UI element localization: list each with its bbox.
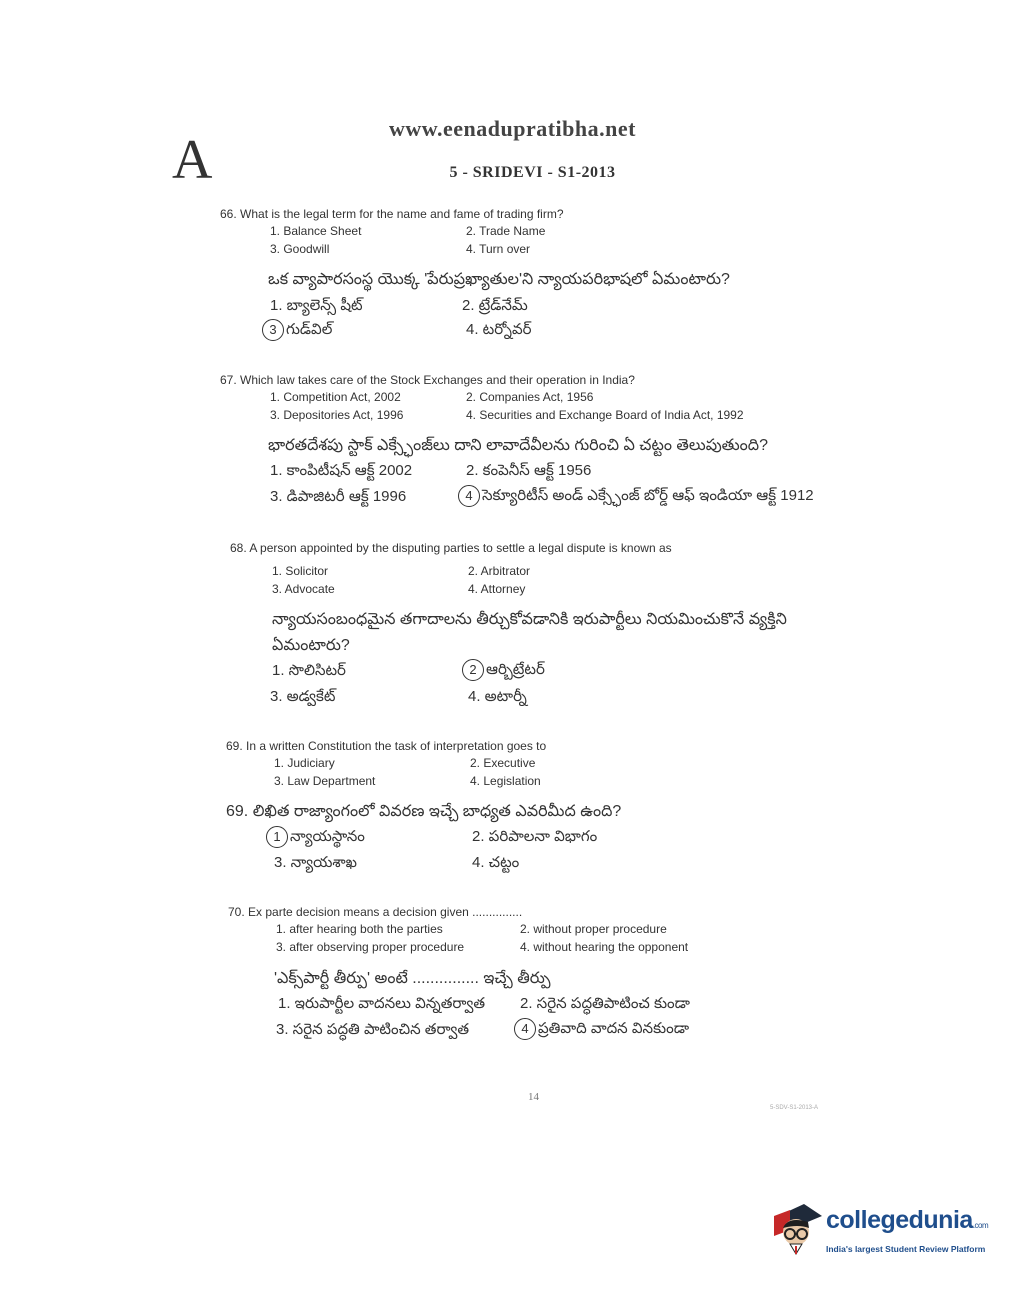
option-te: 2. పరిపాలనా విభాగం bbox=[472, 828, 598, 845]
option-te-text: ప్రతివాది వాదన వినకుండా bbox=[538, 1019, 690, 1037]
question-text-te: 69. లిఖిత రాజ్యాంగంలో వివరణ ఇచ్చే బాధ్యత ఎవరిమీద ఉంది? bbox=[226, 803, 622, 820]
option-en: 4. Attorney bbox=[468, 582, 526, 596]
question-text-te: ఏమంటారు? bbox=[272, 637, 350, 654]
question-text-te: న్యాయసంబంధమైన తగాదాలను తీర్చుకోవడానికి ఇరుపార్టీలు నియమించుకొనే వ్యక్తిని bbox=[272, 611, 787, 628]
option-te: 2. ట్రేడ్‌నేమ్ bbox=[462, 297, 528, 314]
option-en: 2. Trade Name bbox=[466, 224, 546, 238]
option-te: 4. టర్నోవర్ bbox=[466, 321, 532, 338]
option-te-answer bbox=[462, 659, 545, 682]
option-te: 4. అటార్నీ bbox=[468, 688, 527, 705]
option-en: 1. Competition Act, 2002 bbox=[270, 390, 401, 404]
option-en: 4. Legislation bbox=[470, 774, 541, 788]
page-number: 14 bbox=[528, 1091, 539, 1103]
option-te: 2. కంపెనీస్ ఆక్ట్ 1956 bbox=[466, 462, 592, 479]
option-te-answer bbox=[262, 319, 332, 342]
set-letter: A bbox=[172, 129, 213, 191]
logo-tagline: India's largest Student Review Platform bbox=[826, 1244, 986, 1254]
answer-circle: 4 bbox=[514, 1018, 536, 1040]
option-en: 2. Arbitrator bbox=[468, 564, 531, 578]
option-en: 3. Goodwill bbox=[270, 242, 330, 256]
option-te: 1. కాంపిటీషన్ ఆక్ట్ 2002 bbox=[270, 462, 413, 479]
answer-circle: 2 bbox=[462, 659, 484, 681]
answer-circle: 3 bbox=[262, 319, 284, 341]
option-en: 3. after observing proper procedure bbox=[276, 940, 465, 954]
option-en: 4. Securities and Exchange Board of India Act, 1992 bbox=[466, 408, 744, 422]
option-en: 1. Solicitor bbox=[272, 564, 329, 578]
option-en: 2. Companies Act, 1956 bbox=[466, 390, 594, 404]
option-en: 3. Law Department bbox=[274, 774, 376, 788]
option-te: 1. బ్యాలెన్స్ షీట్ bbox=[270, 297, 363, 314]
logo-suffix: .com bbox=[972, 1221, 989, 1230]
option-te: 1. సొలిసిటర్ bbox=[272, 662, 346, 679]
option-te-answer bbox=[458, 485, 814, 508]
option-en: 2. Executive bbox=[470, 756, 536, 770]
question-text-te: 'ఎక్స్‌పార్టీ తీర్పు' అంటే ............... ఇచ్చే తీర్పు bbox=[274, 970, 551, 987]
option-te-answer bbox=[266, 826, 365, 849]
question-text-en: 68. A person appointed by the disputing parties to settle a legal dispute is known as bbox=[230, 541, 672, 555]
option-te: 3. న్యాయశాఖ bbox=[274, 854, 357, 871]
logo-wordmark[interactable] bbox=[826, 1206, 988, 1235]
option-te-text: న్యాయస్థానం bbox=[290, 827, 365, 845]
option-en: 2. without proper procedure bbox=[520, 922, 667, 936]
option-en: 4. without hearing the opponent bbox=[520, 940, 689, 954]
question-text-te: ఒక వ్యాపారసంస్థ యొక్క 'పేరుప్రఖ్యాతుల'ని న్యాయపరిభాషలో ఏమంటారు? bbox=[268, 271, 730, 288]
option-te: 2. సరైన పద్ధతిపాటించ కుండా bbox=[520, 995, 690, 1012]
option-en: 3. Advocate bbox=[272, 582, 335, 596]
footer-code: 5-SDV-S1-2013-A bbox=[770, 1105, 819, 1111]
website-url: www.eenadupratibha.net bbox=[389, 116, 636, 141]
option-te: 3. సరైన పద్ధతి పాటించిన తర్వాత bbox=[276, 1021, 470, 1038]
option-te-text: గుడ్‌విల్ bbox=[286, 320, 333, 338]
option-en: 1. Judiciary bbox=[274, 756, 335, 770]
option-en: 4. Turn over bbox=[466, 242, 531, 256]
option-en: 3. Depositories Act, 1996 bbox=[270, 408, 404, 422]
option-te: 3. అడ్వకేట్ bbox=[270, 688, 336, 705]
option-te-text: ఆర్బిట్రేటర్ bbox=[486, 660, 545, 678]
question-text-te: భారతదేశపు స్టాక్ ఎక్స్ఛేంజ్‌లు దాని లావాదేవీలను గురించి ఏ చట్టం తెలుపుతుంది? bbox=[268, 437, 768, 454]
option-en: 1. Balance Sheet bbox=[270, 224, 362, 238]
option-te-text: సెక్యూరిటీస్ అండ్ ఎక్స్ఛేంజ్ బోర్డ్ ఆఫ్ ఇండియా ఆక్ట్ 1912 bbox=[482, 486, 814, 504]
option-te: 3. డిపాజిటరీ ఆక్ట్ 1996 bbox=[270, 488, 407, 505]
option-te-answer bbox=[514, 1018, 689, 1041]
logo-name: collegedunia bbox=[826, 1206, 973, 1234]
question-text-en: 67. Which law takes care of the Stock Exchanges and their operation in India? bbox=[220, 373, 635, 387]
option-te: 4. చట్టం bbox=[472, 854, 520, 871]
paper-code: 5 - SRIDEVI - S1-2013 bbox=[449, 164, 616, 181]
collegedunia-logo-icon bbox=[768, 1200, 826, 1258]
option-en: 1. after hearing both the parties bbox=[276, 922, 443, 936]
answer-circle: 4 bbox=[458, 485, 480, 507]
answer-circle: 1 bbox=[266, 826, 288, 848]
question-text-en: 66. What is the legal term for the name and fame of trading firm? bbox=[220, 207, 564, 221]
question-text-en: 70. Ex parte decision means a decision given ............... bbox=[228, 905, 523, 919]
question-text-en: 69. In a written Constitution the task of interpretation goes to bbox=[226, 739, 547, 753]
option-te: 1. ఇరుపార్టీల వాదనలు విన్నతర్వాత bbox=[278, 995, 486, 1012]
